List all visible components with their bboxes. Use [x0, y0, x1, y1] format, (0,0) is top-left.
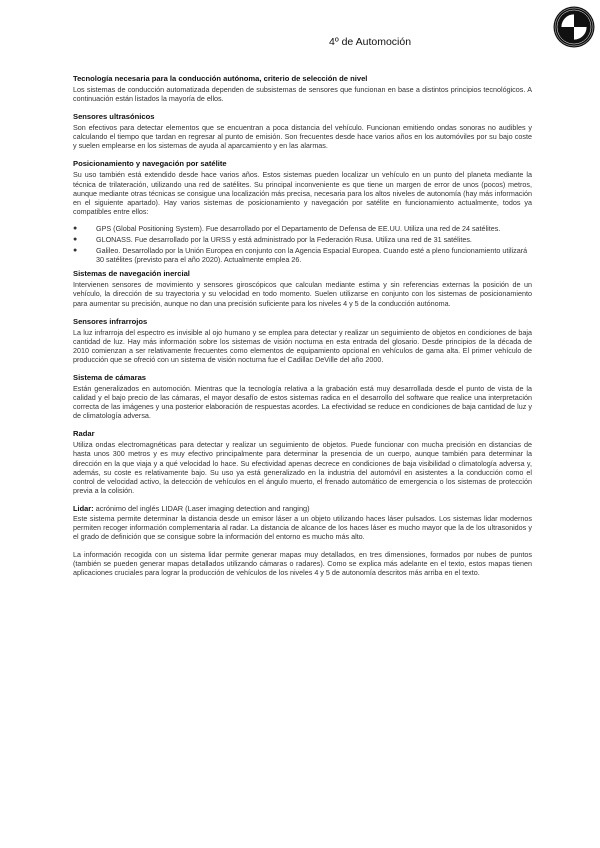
- bmw-logo-icon: [553, 6, 595, 48]
- lidar-paragraph-2: La información recogida con un sistema lidar permite generar mapas muy detallados, en tres dimensiones, formados por nubes de puntos (también se pueden generar mapas detallados utilizando cámaras o radares). Como se explica más adelante en el texto, estos mapas tienen aplicaciones cruciales para lograr la producción de vehículos de los niveles 4 y 5 de autonomía descritos más arriba en el texto.: [73, 550, 532, 578]
- paragraph-spacer: [73, 541, 532, 550]
- section-camaras: [73, 373, 532, 420]
- bullet-icon: ●: [73, 236, 78, 244]
- section-intro: [73, 74, 532, 103]
- bullet-icon: ●: [73, 247, 78, 255]
- section-ultrasonicos: [73, 112, 532, 150]
- list-item: [73, 224, 532, 233]
- section-inercial: [73, 269, 532, 307]
- inercial-heading: Sistemas de navegación inercial: [73, 269, 190, 279]
- radar-heading: Radar: [73, 429, 95, 439]
- lidar-title: Lidar:: [73, 503, 94, 513]
- list-item: [73, 246, 532, 264]
- intro-paragraph: Los sistemas de conducción automatizada dependen de subsistemas de sensores que funcionan en base a distintos principios tecnológicos. A continuación están listados la mayoría de ellos.: [73, 85, 532, 104]
- document-body: [73, 74, 532, 577]
- ultrasonicos-heading: Sensores ultrasónicos: [73, 112, 155, 122]
- bullet-icon: ●: [73, 224, 78, 232]
- section-lidar: [73, 504, 532, 578]
- satellite-systems-list: [73, 224, 532, 264]
- lidar-heading: [73, 504, 532, 514]
- lidar-paragraph-1: Este sistema permite determinar la distancia desde un emisor láser a un objeto utilizando haces láser pulsados. Los sistemas lidar modernos permiten recoger información complementaria al radar. La distancia de alcance de los haces láser es mucho mayor que la de los ultrasonidos y el grado de definición que se consigue sobre la información del entorno es mucho más alto.: [73, 513, 532, 542]
- list-item: [73, 235, 532, 244]
- radar-paragraph: Utiliza ondas electromagnéticas para detectar y realizar un seguimiento de objetos. Puede funcionar con mucha precisión en distancias de hasta unos 300 metros y es muy efectivo principalmente para determinar la presencia de un cuerpo, aunque también para determinar la dirección en la que viaja y a qué velocidad lo hace. Su efectividad apenas decrece en condiciones de baja visibilidad o climatología adversa y, además, su coste es relativamente bajo. Su uso ya está generalizado en la industria del automóvil en asistentes a la conducción como el control de velocidad activo, la detección de vehículos en el ángulo muerto, el frenado automático de emergencia o los sistemas de protección previa a la colisión.: [73, 440, 532, 495]
- ultrasonicos-paragraph: Son efectivos para detectar elementos que se encuentran a poca distancia del vehículo. Funcionan emitiendo ondas sonoras no audibles y calculando el tiempo que tardan en regresar al punto de emisión. Son frecuentes desde hace varios años en los automóviles por su bajo coste y suelen emplearse en los sistemas de ayuda al aparcamiento y en las alarmas.: [73, 123, 532, 151]
- list-item-text: GPS (Global Positioning System). Fue desarrollado por el Departamento de Defensa de EE.UU. Utiliza una red de 24 satélites.: [96, 223, 501, 233]
- satelite-paragraph: Su uso también está extendido desde hace varios años. Estos sistemas pueden localizar un vehículo en un punto del planeta mediante la técnica de trilateración, utilizando una red de satélites. Su principal inconveniente es que tiene un margen de error de unos (pocos) metros, aunque mediante otras técnicas se consigue una localización más precisa, necesaria para los altos niveles de autonomía (hay más información en el siguiente apartado). Hay varios sistemas de posicionamiento y navegación por satélite en funcionamiento actualmente, todos ya compatibles entre ellos:: [73, 170, 532, 216]
- section-radar: [73, 429, 532, 495]
- list-item-text: Galileo. Desarrollado por la Unión Europea en conjunto con la Agencia Espacial Europea. Cuando esté a pleno funcionamiento utilizará 30 satélites (previsto para el año 2020). Actualmente emplea 26.: [96, 246, 528, 265]
- header-title: 4º de Automoción: [329, 36, 412, 48]
- section-infrarrojos: [73, 317, 532, 364]
- intro-heading: Tecnología necesaria para la conducción autónoma, criterio de selección de nivel: [73, 74, 368, 83]
- camaras-paragraph: Están generalizados en automoción. Mientras que la tecnología relativa a la grabación está muy desarrollada desde el punto de vista de la calidad y el bajo precio de las cámaras, el mayor desafío de estos sistemas radica en el desarrollo del software que realice una interpretación correcta de las imágenes y una posterior elaboración de respuestas acordes. La efectividad se reduce en condiciones de baja cantidad de luz y de climatología adversa.: [73, 383, 532, 421]
- infrarrojos-heading: Sensores infrarrojos: [73, 316, 148, 326]
- infrarrojos-paragraph: La luz infrarroja del espectro es invisible al ojo humano y se emplea para detectar y realizar un seguimiento de objetos en condiciones de baja cantidad de luz. Hay más información sobre los sistemas de visión nocturna en esta entrada del glosario. Desde principios de la década de 2010 comienzan a ser relativamente frecuentes como elementos de equipamiento opcional en vehículos de gama alta. El primer vehículo de producción que se ofreció con un sistema de visión nocturna fue el Cadillac DeVille del año 2000.: [73, 327, 532, 364]
- list-item-text: GLONASS. Fue desarrollado por la URSS y está administrado por la Federación Rusa. Utiliza una red de 31 satélites.: [96, 235, 472, 245]
- lidar-subtitle: acrónimo del inglés LIDAR (Laser imaging detection and ranging): [93, 503, 310, 513]
- inercial-paragraph: Intervienen sensores de movimiento y sensores giroscópicos que calculan mediante estima y sin referencias externas la posición de un vehículo, la dirección de su trayectoria y su velocidad en todo momento. Suelen utilizarse en conjunto con los sistemas de posicionamiento para aumentar su precisión, aunque no dan una precisión suficiente para los niveles 4 y 5 de la conducción autónoma.: [73, 280, 532, 308]
- satelite-heading: Posicionamiento y navegación por satélite: [73, 159, 227, 169]
- camaras-heading: Sistema de cámaras: [73, 372, 147, 382]
- section-satelite: [73, 159, 532, 264]
